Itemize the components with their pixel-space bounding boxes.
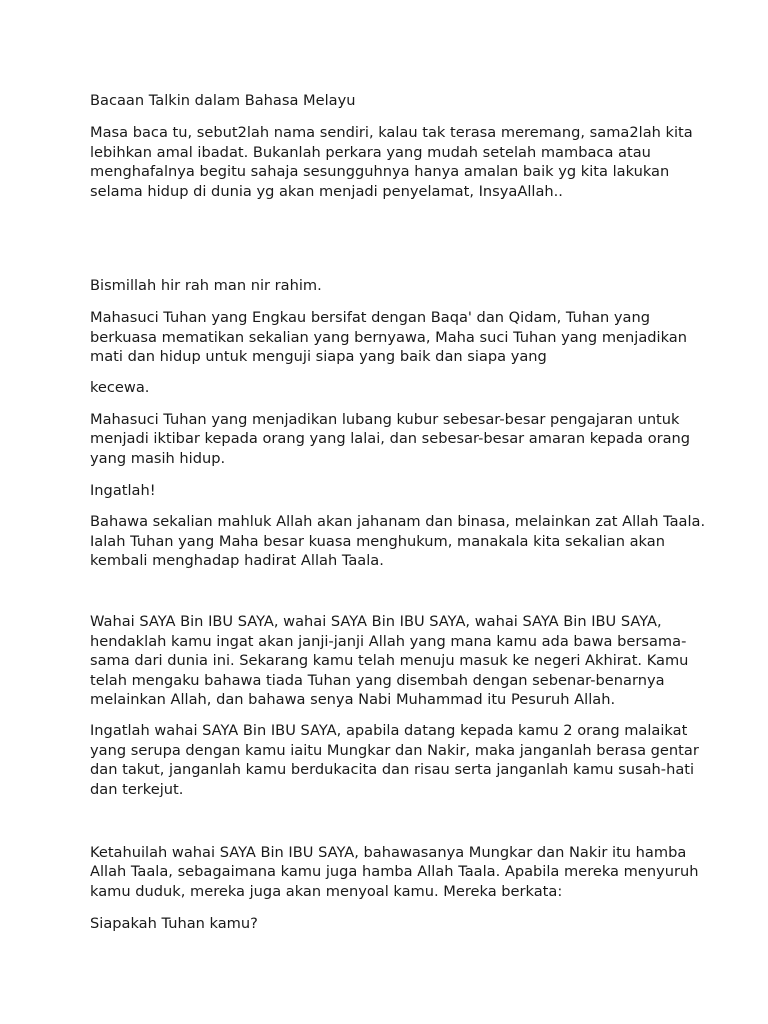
intro-line: selama hidup di dunia yg akan menjadi penyelamat, InsyaAllah.. <box>90 183 563 200</box>
paragraph-line: dan terkejut. <box>90 781 184 798</box>
paragraph-line: kecewa. <box>90 379 150 396</box>
intro-line: menghafalnya begitu sahaja sesungguhnya hanya amalan baik yg kita lakukan <box>90 163 670 180</box>
paragraph-line: Mahasuci Tuhan yang Engkau bersifat dengan Baqa' dan Qidam, Tuhan yang <box>90 309 651 326</box>
paragraph-line: yang serupa dengan kamu iaitu Mungkar dan Nakir, maka janganlah berasa gentar <box>90 742 699 759</box>
paragraph-line: kamu duduk, mereka juga akan menyoal kamu. Mereka berkata: <box>90 883 563 900</box>
paragraph-line: telah mengaku bahawa tiada Tuhan yang disembah dengan sebenar-benarnya <box>90 672 665 689</box>
paragraph-line: melainkan Allah, dan bahawa senya Nabi Muhammad itu Pesuruh Allah. <box>90 691 616 708</box>
paragraph-line: Ketahuilah wahai SAYA Bin IBU SAYA, bahawasanya Mungkar dan Nakir itu hamba <box>90 844 687 861</box>
paragraph-line: menjadi iktibar kepada orang yang lalai, dan sebesar-besar amaran kepada orang <box>90 430 691 447</box>
paragraph-line: kembali menghadap hadirat Allah Taala. <box>90 552 384 569</box>
paragraph-line: dan takut, janganlah kamu berdukacita dan risau serta janganlah kamu susah-hati <box>90 761 695 778</box>
bismillah-line: Bismillah hir rah man nir rahim. <box>90 277 322 294</box>
paragraph-line: Ialah Tuhan yang Maha besar kuasa menghukum, manakala kita sekalian akan <box>90 533 665 550</box>
question-line: Siapakah Tuhan kamu? <box>90 915 258 932</box>
paragraph-line: Allah Taala, sebagaimana kamu juga hamba Allah Taala. Apabila mereka menyuruh <box>90 863 699 880</box>
document-title: Bacaan Talkin dalam Bahasa Melayu <box>90 92 356 109</box>
paragraph-line: yang masih hidup. <box>90 450 226 467</box>
paragraph-line: Ingatlah wahai SAYA Bin IBU SAYA, apabila datang kepada kamu 2 orang malaikat <box>90 722 688 739</box>
paragraph-line: berkuasa mematikan sekalian yang bernyawa, Maha suci Tuhan yang menjadikan <box>90 329 687 346</box>
intro-line: Masa baca tu, sebut2lah nama sendiri, kalau tak terasa meremang, sama2lah kita <box>90 124 693 141</box>
paragraph-line: Mahasuci Tuhan yang menjadikan lubang kubur sebesar-besar pengajaran untuk <box>90 411 680 428</box>
paragraph-line: Wahai SAYA Bin IBU SAYA, wahai SAYA Bin IBU SAYA, wahai SAYA Bin IBU SAYA, <box>90 613 662 630</box>
paragraph-line: mati dan hidup untuk menguji siapa yang baik dan siapa yang <box>90 348 547 365</box>
paragraph-line: hendaklah kamu ingat akan janji-janji Allah yang mana kamu ada bawa bersama- <box>90 633 687 650</box>
paragraph-line: Bahawa sekalian mahluk Allah akan jahanam dan binasa, melainkan zat Allah Taala. <box>90 513 706 530</box>
ingatlah-line: Ingatlah! <box>90 482 156 499</box>
intro-line: lebihkan amal ibadat. Bukanlah perkara yang mudah setelah mambaca atau <box>90 144 651 161</box>
paragraph-line: sama dari dunia ini. Sekarang kamu telah menuju masuk ke negeri Akhirat. Kamu <box>90 652 689 669</box>
